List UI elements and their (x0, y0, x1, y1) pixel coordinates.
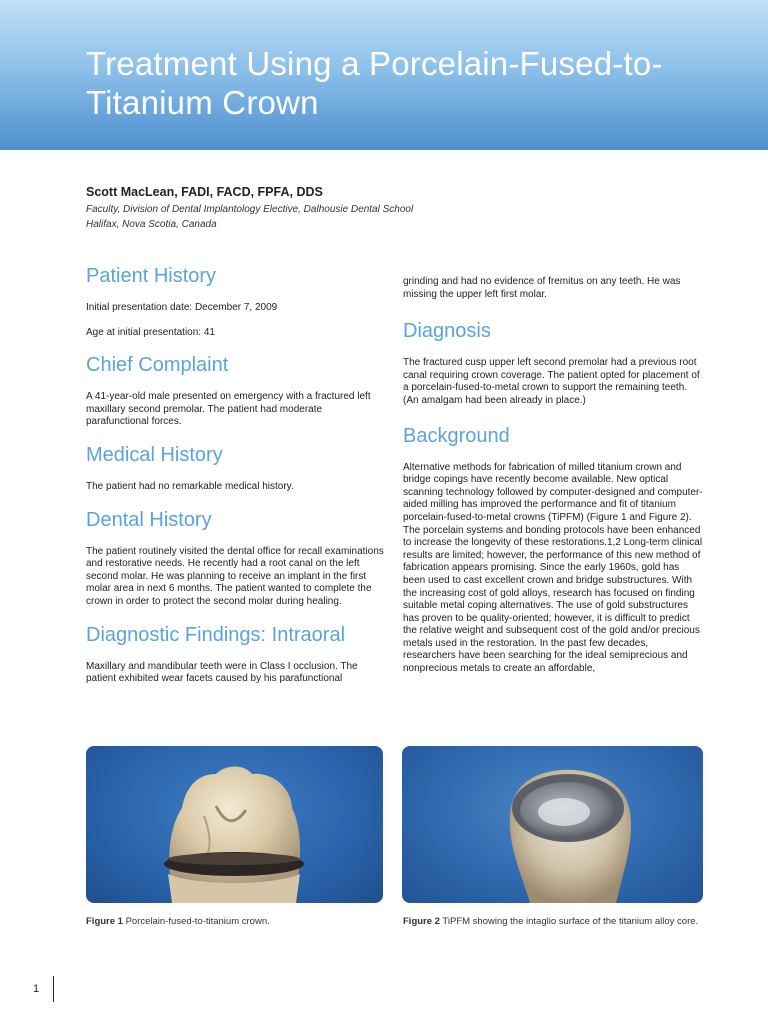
right-column (403, 276, 703, 688)
paragraph: grinding and had no evidence of fremitus on any teeth. He was missing the upper left first molar. (403, 276, 681, 300)
figure-2-label: Figure 2 (403, 916, 440, 927)
paragraph: Initial presentation date: December 7, 2009 (86, 302, 278, 313)
paragraph: Age at initial presentation: 41 (86, 326, 215, 338)
article-title: Treatment Using a Porcelain-Fused-to-Titanium Crown (86, 45, 663, 121)
heading-diagnostic-findings: Diagnostic Findings: Intraoral (86, 623, 346, 646)
paragraph: The patient routinely visited the dental office for recall examinations and restorative needs. He recently had a root canal on the left second molar. He was planning to receive an implant in the first molar area in next 6 months. The patient wanted to complete the crown in order to protect the second molar during healing. (86, 545, 384, 607)
paragraph: A 41-year-old male presented on emergency with a fractured left maxillary second premolar. The patient had moderate parafunctional forces. (86, 391, 371, 428)
heading-background: Background (403, 424, 510, 447)
figure-2-image (402, 746, 703, 903)
figure-1-caption-text: Porcelain-fused-to-titanium crown. (125, 916, 270, 927)
author-name: Scott MacLean, FADI, FACD, FPFA, DDS (86, 185, 323, 199)
figure-2-caption (403, 916, 698, 927)
paragraph: The patient had no remarkable medical history. (86, 480, 294, 492)
paragraph: The fractured cusp upper left second premolar had a previous root canal requiring crown coverage. The patient opted for placement of a porcelain-fused-to-metal crown to support the remaining teeth. (An amalgam had been already in place.) (403, 357, 700, 406)
left-column (86, 264, 386, 698)
heading-medical-history: Medical History (86, 443, 223, 466)
heading-diagnosis: Diagnosis (403, 320, 491, 343)
heading-dental-history: Dental History (86, 508, 212, 531)
author-affiliation: Faculty, Division of Dental Implantology Elective, Dalhousie Dental School (86, 204, 414, 215)
page-number: 1 (33, 983, 40, 995)
heading-chief-complaint: Chief Complaint (86, 354, 229, 377)
figure-2-caption-text: TiPFM showing the intaglio surface of the titanium alloy core. (442, 916, 699, 927)
page-number-divider (53, 976, 54, 1002)
heading-patient-history: Patient History (86, 265, 217, 287)
figure-1-caption (86, 916, 270, 927)
figure-1-image (86, 746, 383, 903)
figure-1-label: Figure 1 (86, 916, 123, 927)
author-location: Halifax, Nova Scotia, Canada (86, 219, 217, 230)
paragraph: Maxillary and mandibular teeth were in Class I occlusion. The patient exhibited wear facets caused by his parafunctional (86, 660, 358, 685)
paragraph: Alternative methods for fabrication of milled titanium crown and bridge copings have recently become available. New optical scanning technology followed by computer-designed and computer-aided milling has improved the performance and fit of titanium porcelain-fused-to-metal crowns (TiPFM) (Figure 1 and Figure 2). The porcelain systems and bonding protocols have been enhanced to increase the longevity of these restorations.1,2 Long-term clinical results are limited; however, the performance of this new method of fabrication appears promising. Since the early 1960s, gold has been used to cast excellent crown and bridge substructures. With the increasing cost of gold alloys, research has focused on finding suitable metal coping alternatives. The use of gold substructures has proven to be quality-oriented; however, it is difficult to predict the relative weight and subsequent cost of the gold and/or precious metals used in the restoration. In the past few decades, researchers have been searching for the ideal semiprecious and nonprecious metals to create an affordable, (403, 461, 703, 675)
title-banner (0, 0, 768, 150)
